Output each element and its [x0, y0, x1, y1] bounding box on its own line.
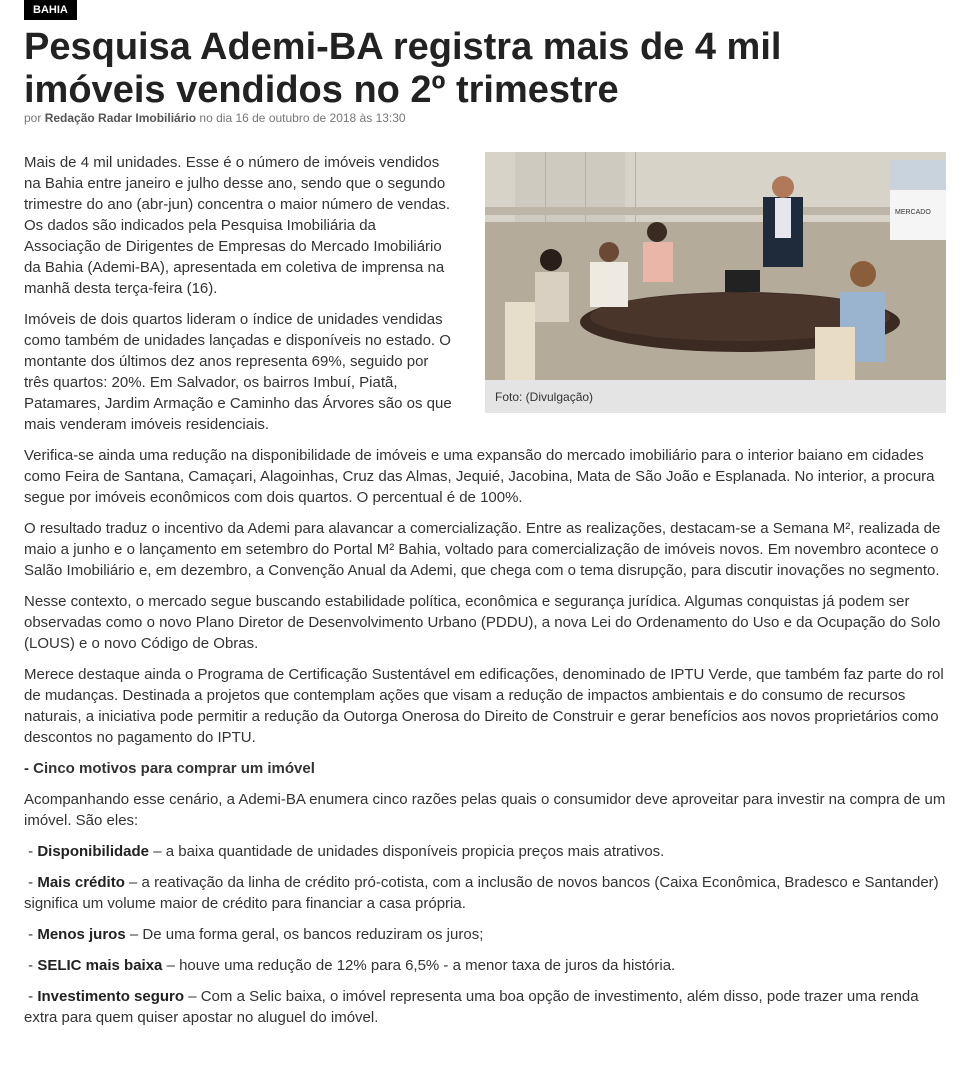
article-body	[24, 152, 946, 1038]
reason-term: Menos juros	[37, 926, 126, 943]
reason-dash: -	[28, 874, 34, 891]
paragraph: Mais de 4 mil unidades. Esse é o número de imóveis vendidos na Bahia entre janeiro e julho desse ano, sendo que o segundo trimestre do ano (abr-jun) concentra o maior número de vendas. Os dados são indicados pela Pesquisa Imobiliária da Associação de Dirigentes de Empresas do Mercado Imobiliário da Bahia (Ademi-BA), apresentada em coletiva de imprensa na manhã desta terça-feira (16).	[24, 154, 451, 297]
reason-item	[24, 986, 946, 1028]
article-byline	[24, 111, 406, 125]
category-tag[interactable]: BAHIA	[24, 0, 77, 20]
reason-text: – houve uma redução de 12% para 6,5% - a menor taxa de juros da história.	[166, 957, 676, 974]
reason-item	[24, 924, 946, 945]
screen-text: MERCADO	[895, 209, 931, 216]
section-heading	[24, 758, 946, 779]
reason-term: SELIC mais baixa	[37, 957, 163, 974]
reason-text: – De uma forma geral, os bancos reduziram os juros;	[129, 926, 484, 943]
reason-dash: -	[28, 926, 34, 943]
reason-item	[24, 955, 946, 976]
reason-item	[24, 841, 946, 862]
byline-prefix: por	[24, 111, 42, 125]
reason-term: Mais crédito	[37, 874, 125, 891]
paragraph: Imóveis de dois quartos lideram o índice de unidades vendidas como também de unidades lançadas e disponíveis no estado. O montante dos últimos dez anos representa 69%, seguido por três quartos: 20%. Em Salvador, os bairros Imbuí, Piatã, Patamares, Jardim Armação e Caminho das Árvores são os que mais venderam imóveis residenciais.	[24, 311, 452, 433]
reason-dash: -	[28, 957, 34, 974]
reason-text: – Com a Selic baixa, o imóvel representa uma boa opção de investimento, além disso, pode trazer uma renda extra para quem quiser apostar no aluguel do imóvel.	[24, 988, 919, 1026]
article-title: Pesquisa Ademi-BA registra mais de 4 mil imóveis vendidos no 2º trimestre	[24, 26, 782, 111]
publish-date: no dia 16 de outubro de 2018 às 13:30	[199, 111, 406, 125]
reason-dash: -	[28, 988, 34, 1005]
reason-item	[24, 872, 946, 914]
paragraph: O resultado traduz o incentivo da Ademi para alavancar a comercialização. Entre as realizações, destacam-se a Semana M², realizada de maio a junho e o lançamento em setembro do Portal M² Bahia, voltado para comercialização de imóveis novos. Em novembro acontece o Salão Imobiliário e, em dezembro, a Convenção Anual da Ademi, que chega com o tema disrupção, para discutir inovações no segmento.	[24, 520, 941, 579]
reason-text: – a reativação da linha de crédito pró-cotista, com a inclusão de novos bancos (Caixa Econômica, Bradesco e Santander) significa um volume maior de crédito para financiar a casa própria.	[24, 874, 939, 912]
paragraph: Acompanhando esse cenário, a Ademi-BA enumera cinco razões pelas quais o consumidor deve aproveitar para investir na compra de um imóvel. São eles:	[24, 791, 946, 829]
reason-term: Investimento seguro	[37, 988, 185, 1005]
paragraph: Nesse contexto, o mercado segue buscando estabilidade política, econômica e segurança jurídica. Algumas conquistas já podem ser observadas como o novo Plano Diretor de Desenvolvimento Urbano (PDDU), a nova Lei do Ordenamento do Uso e da Ocupação do Solo (LOUS) e o novo Código de Obras.	[24, 593, 941, 652]
figure-caption: Foto: (Divulgação)	[495, 390, 594, 404]
reason-text: – a baixa quantidade de unidades disponíveis propicia preços mais atrativos.	[153, 843, 665, 860]
reason-dash: -	[28, 843, 34, 860]
paragraph: Verifica-se ainda uma redução na disponibilidade de imóveis e uma expansão do mercado imobiliário para o interior baiano em cidades como Feira de Santana, Camaçari, Alagoinhas, Cruz das Almas, Jequié, Jacobina, Mata de São João e Esplanada. No interior, a procura segue por imóveis econômicos com dois quartos. O percentual é de 100%.	[24, 447, 935, 506]
section-heading-text: - Cinco motivos para comprar um imóvel	[24, 760, 315, 777]
reason-term: Disponibilidade	[37, 843, 150, 860]
paragraph: Merece destaque ainda o Programa de Certificação Sustentável em edificações, denominado de IPTU Verde, que também faz parte do rol de mudanças. Destinada a projetos que contemplam ações que visam a redução de impactos ambientais e do consumo de recursos naturais, a iniciativa pode permitir a redução da Outorga Onerosa do Direito de Construir e gerar benefícios aos novos proprietários como descontos no pagamento do IPTU.	[24, 666, 944, 746]
author-link[interactable]: Redação Radar Imobiliário	[44, 111, 197, 125]
